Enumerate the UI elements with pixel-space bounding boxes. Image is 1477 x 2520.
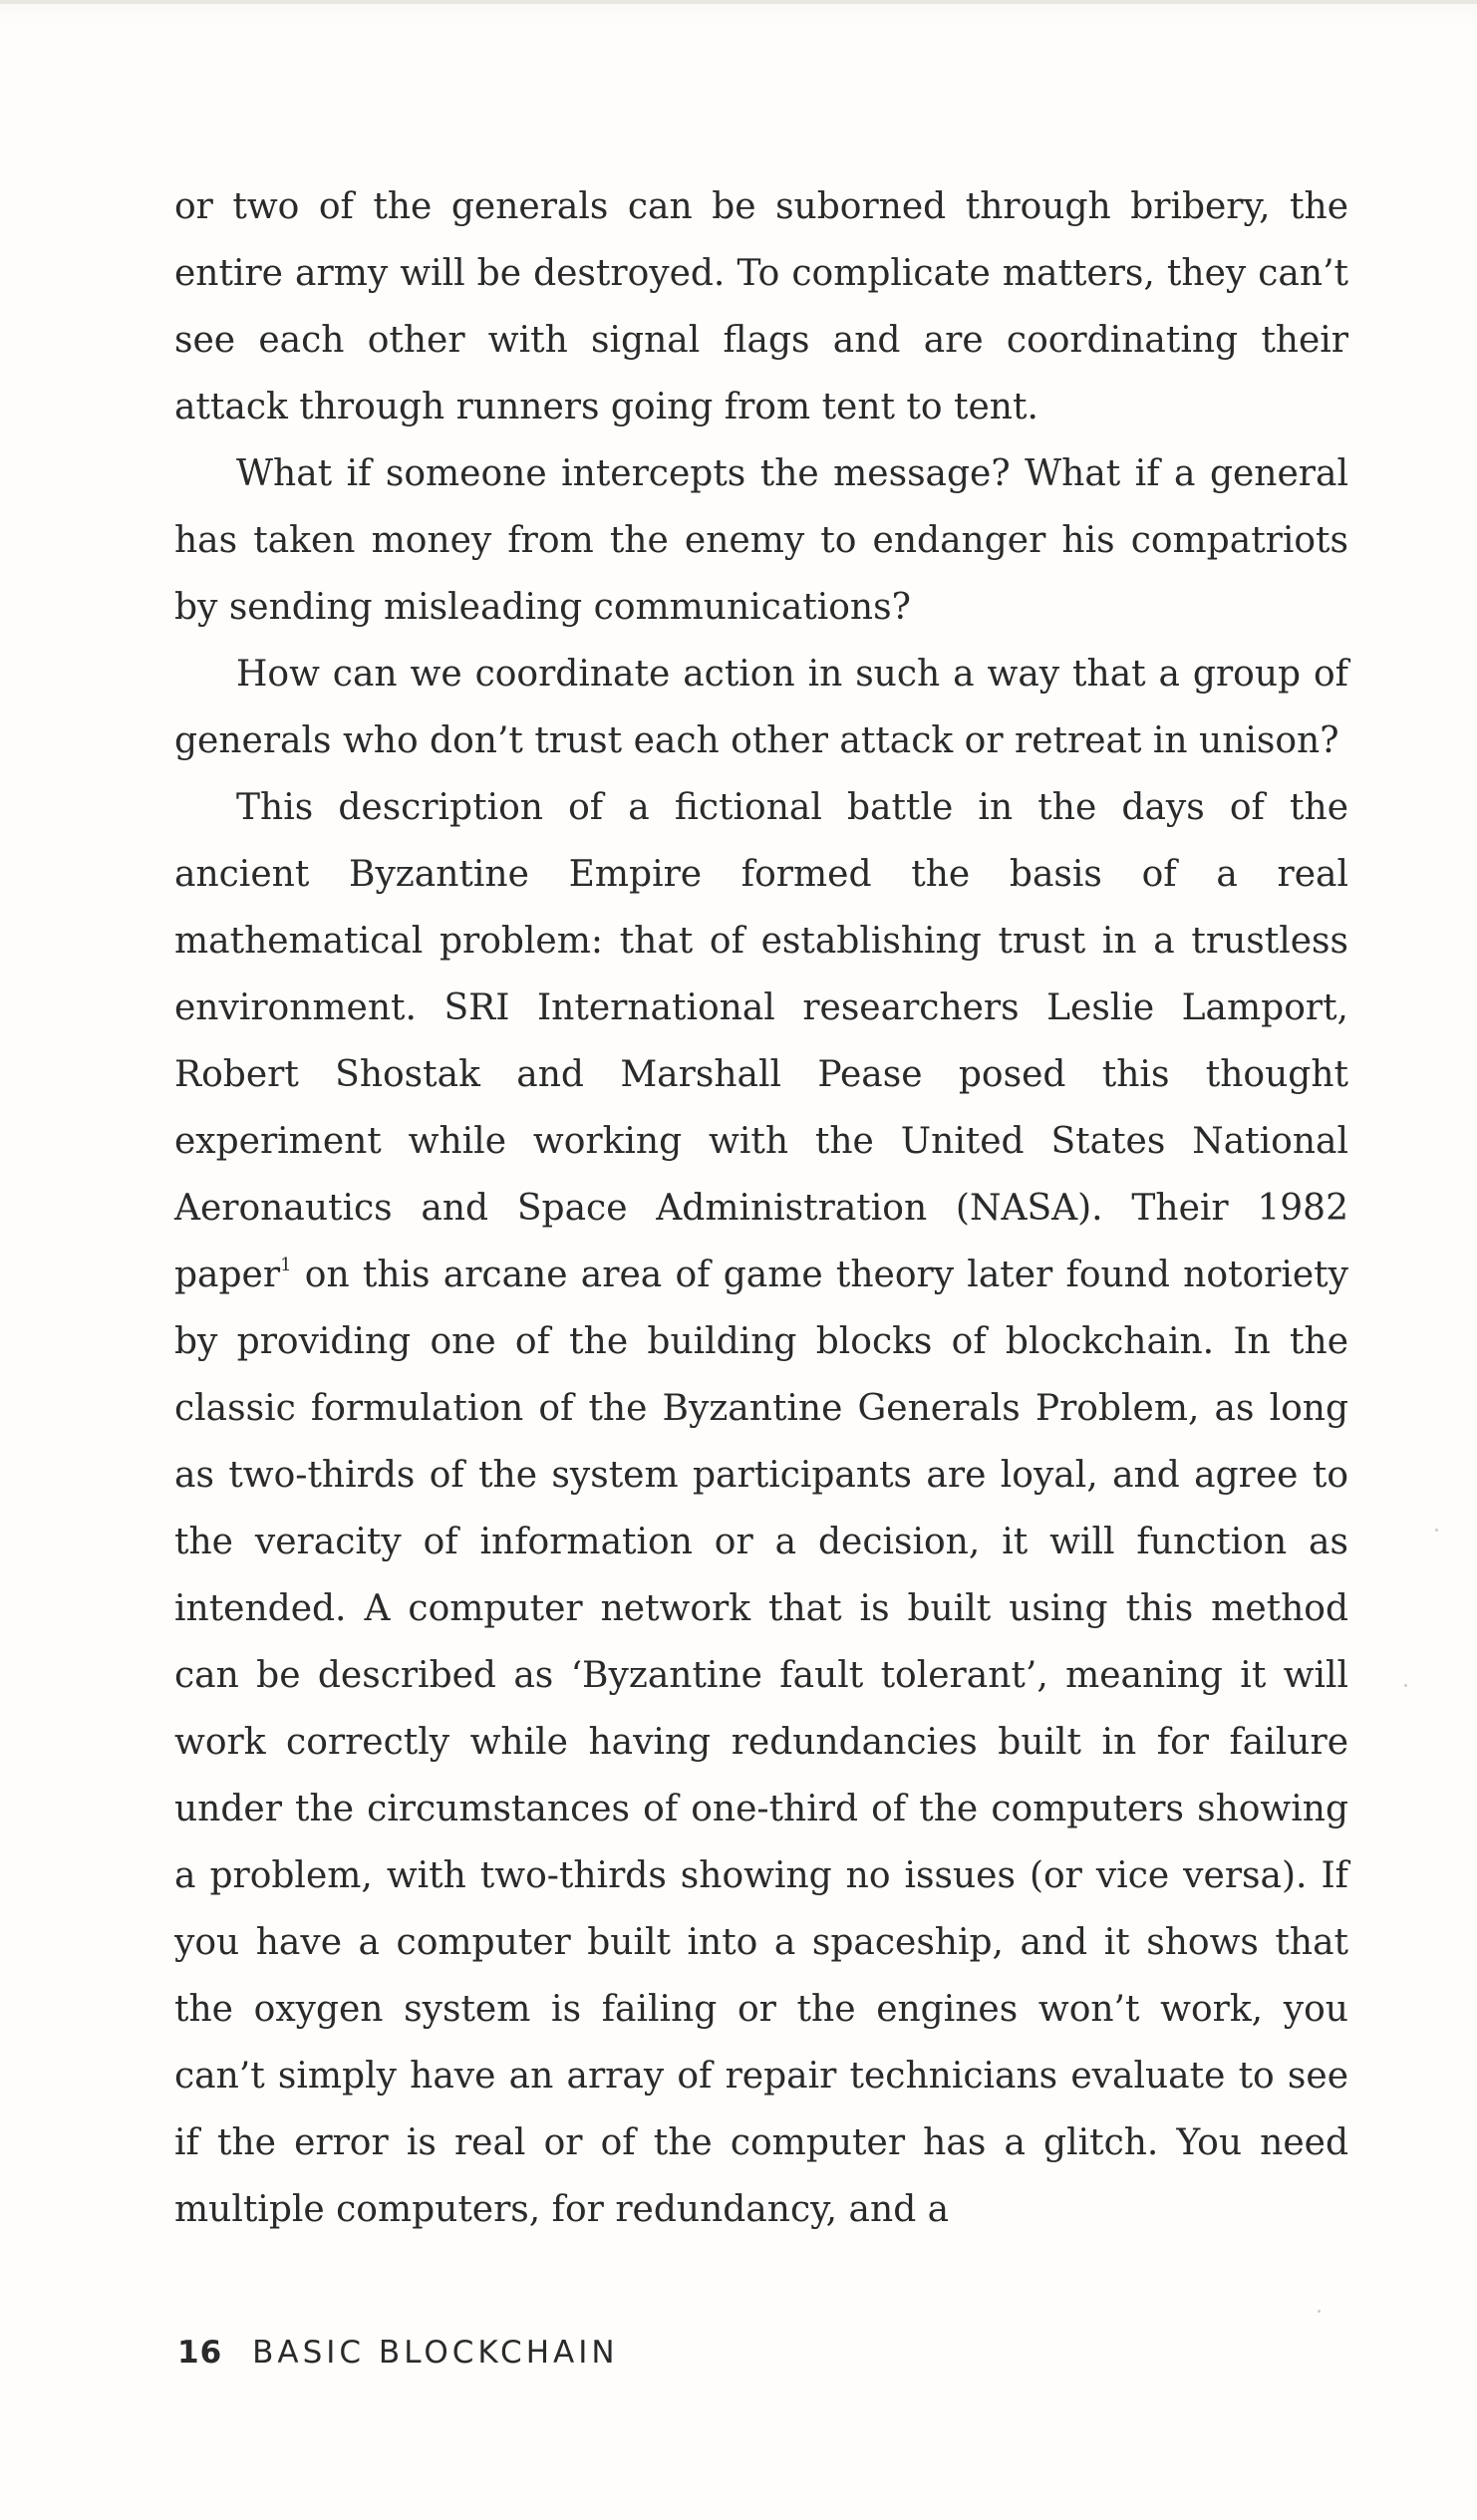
- paragraph-4-text-after-note: on this arcane area of game theory later found notoriety by providing one of the building blocks of blockchain. In the classic formulation of the Byzantine Generals Problem, as long as two-thirds of the system participants are loyal, and agree to the veracity of information or a decision, it will function as intended. A computer network that is built using this method can be described as ‘Byzantine fault tolerant’, meaning it will work correctly while having redundancies built in for failure under the circumstances of one-third of the computers showing a problem, with two-thirds showing no issues (or vice versa). If you have a computer built into a spaceship, and it shows that the oxygen system is failing or the engines won’t work, you can’t simply have an array of repair technicians evaluate to see if the error is real or of the computer has a glitch. You need multiple computers, for redundancy, and a: [174, 1255, 1348, 2230]
- paper-speck: [1404, 1684, 1407, 1687]
- paragraph-3: How can we coordinate action in such a way that a group of generals who don’t trust each other attack or retreat in unison?: [174, 654, 1348, 761]
- paragraph-2: What if someone intercepts the message? What if a general has taken money from the enemy to endanger his compatriots by sending misleading communications?: [174, 453, 1348, 628]
- running-title: BASIC BLOCKCHAIN: [252, 2335, 619, 2371]
- footnote-reference[interactable]: 1: [280, 1255, 292, 1275]
- page-footer: [177, 2335, 619, 2371]
- body-text: [174, 173, 1348, 2243]
- paper-speck: [1435, 1529, 1438, 1532]
- paragraph-4: [174, 774, 1348, 2243]
- paper-speck: [1318, 2310, 1321, 2313]
- page-top-edge: [0, 0, 1477, 4]
- page-number: 16: [177, 2335, 223, 2371]
- paragraph-4-text-before-note: This description of a fictional battle in the days of the ancient Byzantine Empire formed the basis of a real mathematical problem: that of establishing trust in a trustless environment. SRI International researchers Leslie Lamport, Robert Shostak and Marshall Pease posed this thought experiment while working with the United States National Aeronautics and Space Administration (NASA). Their 1982 paper: [174, 787, 1348, 1295]
- paragraph-1: or two of the generals can be suborned through bribery, the entire army will be destroyed. To complicate matters, they can’t see each other with signal flags and are coordinating their attack through runners going from tent to tent.: [174, 186, 1348, 427]
